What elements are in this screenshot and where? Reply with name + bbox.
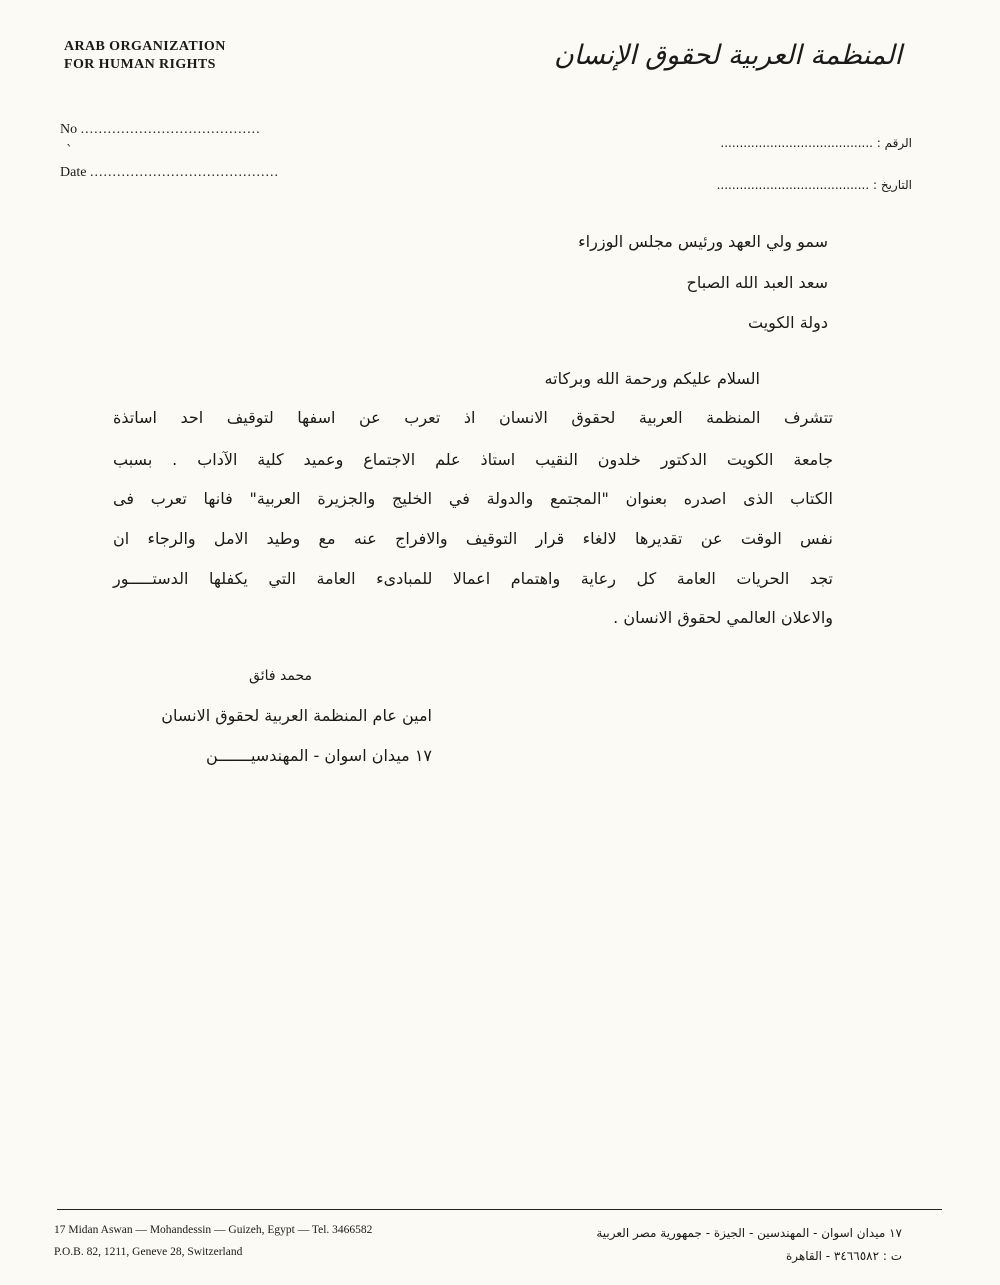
recipient-line-2: سعد العبد الله الصباح	[686, 273, 828, 292]
signer-address: ١٧ ميدان اسوان - المهندسيـــــــن	[205, 746, 432, 765]
number-label: No	[60, 122, 78, 137]
arabic-date-dots: ........................................	[716, 178, 870, 192]
greeting: السلام عليكم ورحمة الله وبركاته	[544, 369, 760, 388]
arabic-date-label: التاريخ :	[872, 178, 912, 192]
footer-divider	[57, 1209, 942, 1210]
number-field	[60, 122, 261, 138]
body-line: جامعة الكويت الدكتور خلدون النقيب استاذ علم الاجتماع وعميد كلية الآداب . بسبب	[113, 450, 833, 469]
date-label: Date	[60, 165, 87, 180]
org-name-english	[64, 38, 226, 74]
org-name-en-line2: FOR HUMAN RIGHTS	[64, 57, 216, 72]
arabic-date-field	[717, 178, 912, 192]
body-line: الكتاب الذى اصدره بعنوان "المجتمع والدولة في الخليج والجزيرة العربية" فانها تعرب فى	[113, 489, 833, 508]
date-field	[60, 165, 279, 181]
recipient-line-1: سمو ولي العهد ورئيس مجلس الوزراء	[578, 232, 828, 251]
arabic-number-label: الرقم :	[876, 136, 912, 150]
arabic-number-dots: ........................................	[720, 136, 873, 150]
body-line: والاعلان العالمي لحقوق الانسان .	[613, 608, 833, 627]
recipient-line-3: دولة الكويت	[748, 313, 828, 332]
body-line: تجد الحريات العامة كل رعاية واهتمام اعمالا للمبادىء العامة التي يكفلها الدستـــــور	[113, 569, 833, 588]
tick-mark: `	[66, 143, 73, 159]
org-name-arabic: المنظمة العربية لحقوق الإنسان	[553, 40, 902, 71]
number-dots: ........................................	[80, 122, 261, 137]
footer-address-en: 17 Midan Aswan — Mohandessin — Guizeh, Egypt — Tel. 3466582	[54, 1224, 373, 1236]
date-dots: ..........................................	[89, 165, 279, 180]
arabic-number-field	[720, 136, 912, 150]
org-name-en-line1: ARAB ORGANIZATION	[64, 39, 226, 54]
signer-title: امين عام المنظمة العربية لحقوق الانسان	[161, 706, 432, 725]
footer-pobox-en: P.O.B. 82, 1211, Geneve 28, Switzerland	[54, 1246, 243, 1258]
footer-phone-ar: ت : ٣٤٦٦٥٨٢ - القاهرة	[785, 1249, 902, 1263]
body-line: نفس الوقت عن تقديرها لالغاء قرار التوقيف والافراج عنه مع وطيد الامل والرجاء ان	[113, 529, 833, 548]
footer-address-ar: ١٧ ميدان اسوان - المهندسين - الجيزة - جمهورية مصر العربية	[596, 1226, 902, 1240]
body-line: تتشرف المنظمة العربية لحقوق الانسان اذ تعرب عن اسفها لتوقيف احد اساتذة	[113, 408, 833, 427]
signer-name: محمد فائق	[249, 668, 312, 684]
